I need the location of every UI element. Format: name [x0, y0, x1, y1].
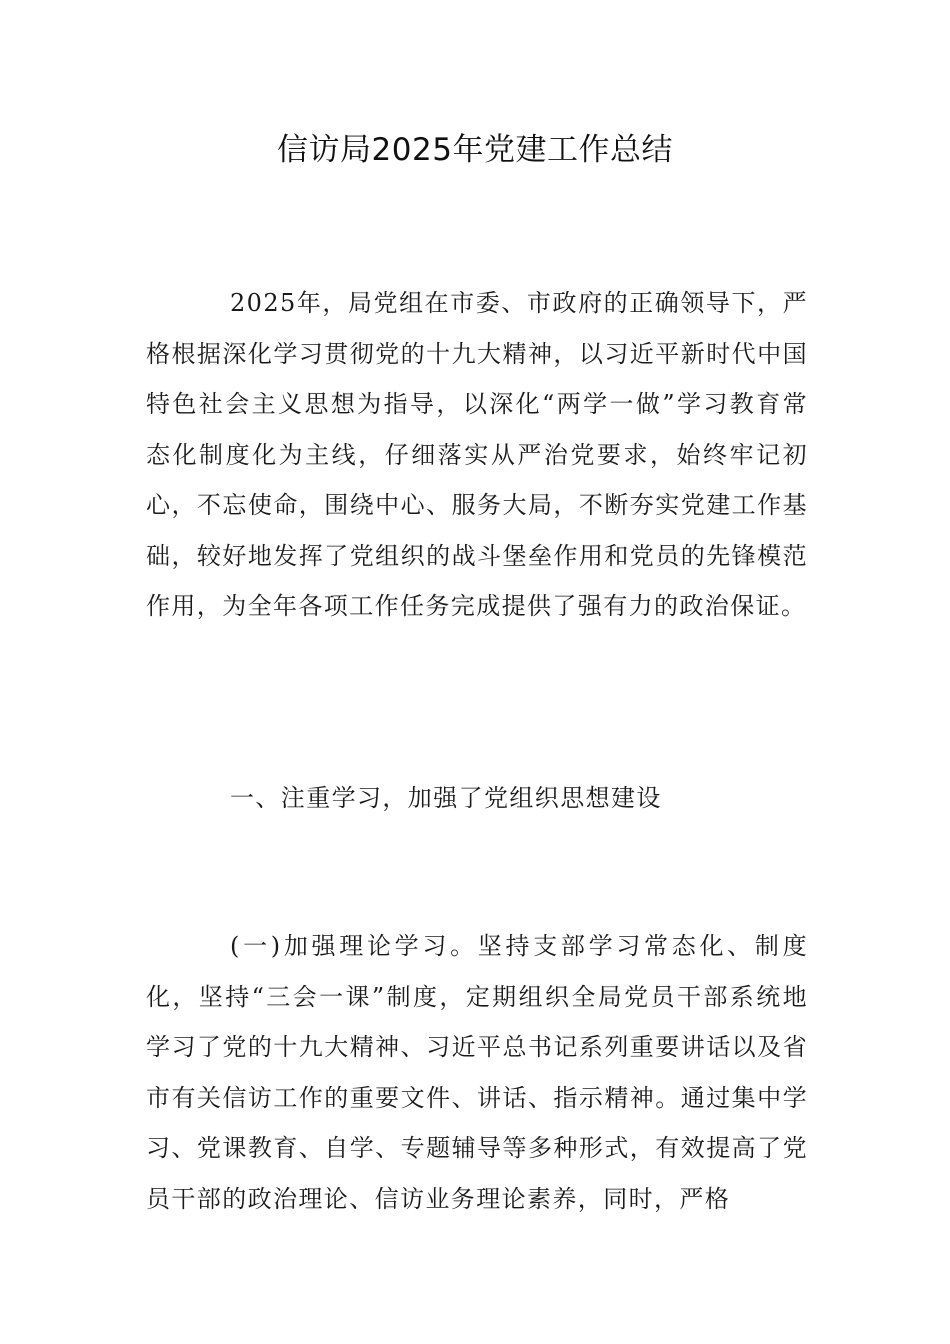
section-heading: 一、注重学习，加强了党组织思想建设 — [230, 784, 662, 812]
intro-paragraph: 2025年，局党组在市委、市政府的正确领导下，严格根据深化学习贯彻党的十九大精神，以习近平新时代中国特色社会主义思想为指导，以深化“两学一做”学习教育常态化制度化为主线，仔细落实从严治党要求，始终牢记初心，不忘使命，围绕中心、服务大局，不断夯实党建工作基础，较好地发挥了党组织的战斗堡垒作用和党员的先锋模范作用，为全年各项工作任务完成提供了强有力的政治保证。 — [146, 289, 808, 620]
subsection-paragraph: (一)加强理论学习。坚持支部学习常态化、制度化，坚持“三会一课”制度，定期组织全局党员干部系统地学习了党的十九大精神、习近平总书记系列重要讲话以及省市有关信访工作的重要文件、讲话、指示精神。通过集中学习、党课教育、自学、专题辅导等多种形式，有效提高了党员干部的政治理论、信访业务理论素养，同时，严格 — [146, 932, 808, 1213]
document-title: 信访局2025年党建工作总结 — [277, 132, 673, 168]
